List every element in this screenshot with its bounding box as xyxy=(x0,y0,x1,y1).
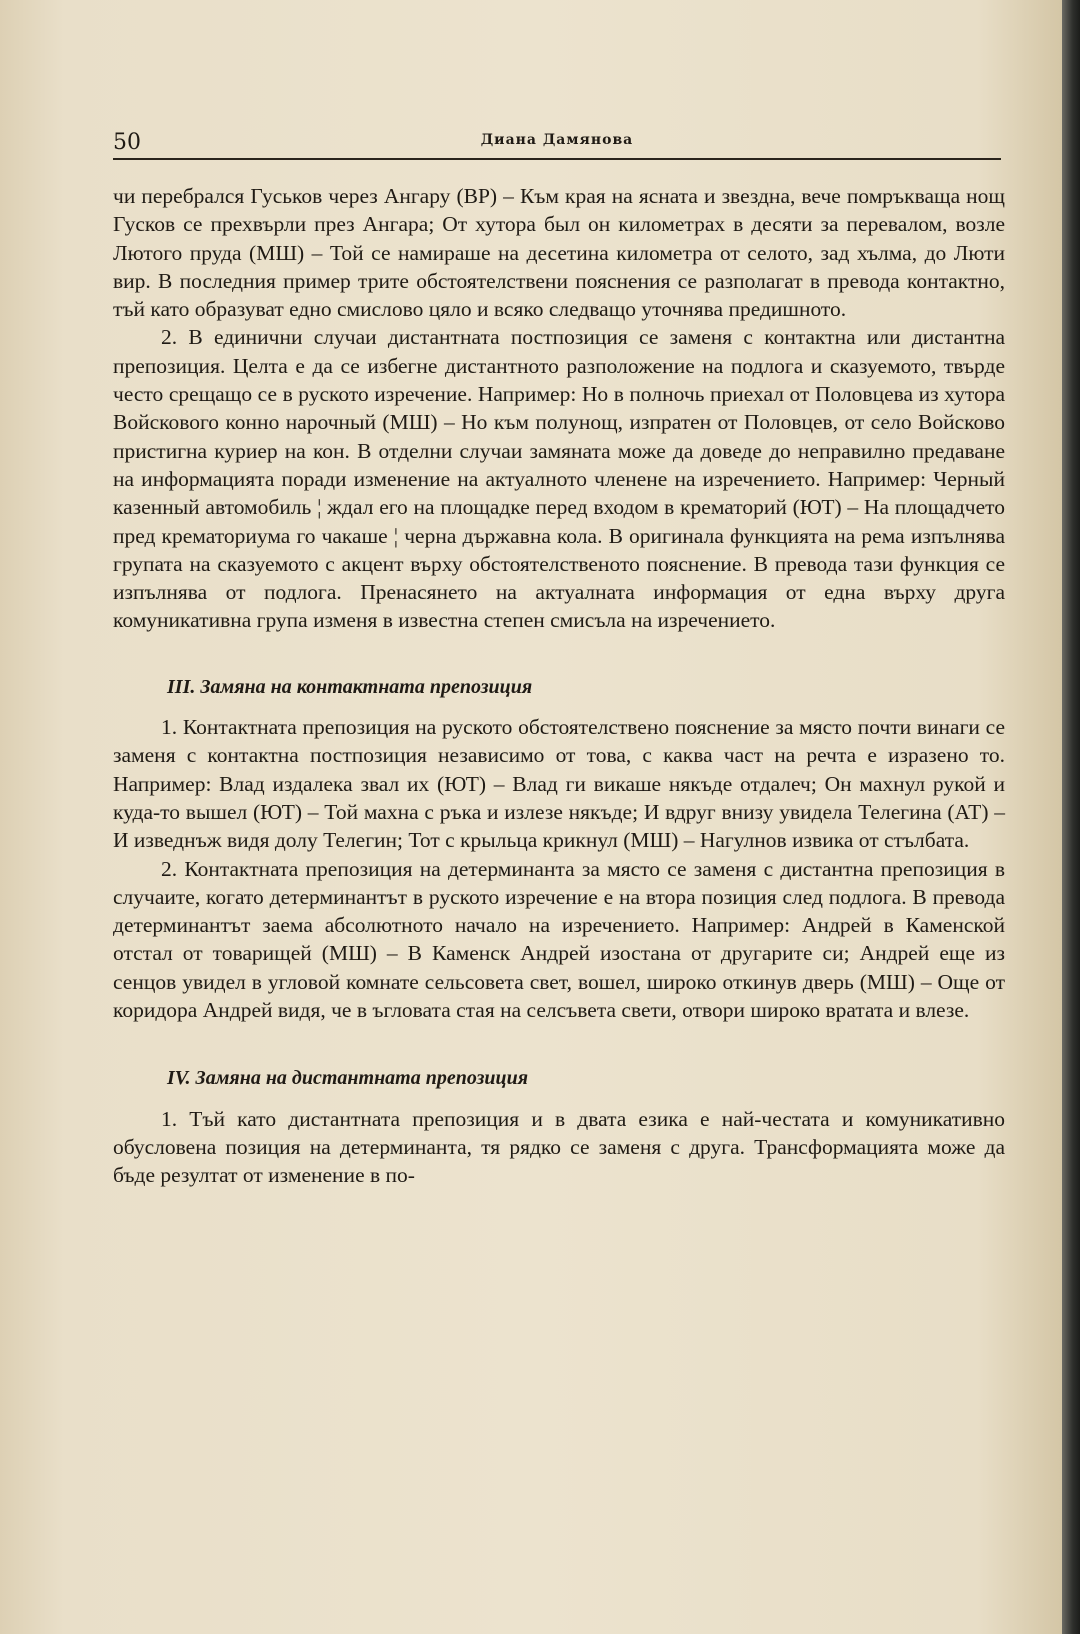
section-heading-3: III. Замяна на контактната препозиция xyxy=(167,675,533,698)
page-edge xyxy=(1062,0,1080,1634)
page-number: 50 xyxy=(113,130,141,155)
running-head: Диана Дамянова xyxy=(480,132,634,148)
body-text xyxy=(113,182,1005,1190)
paragraph-2: 2. В единични случаи дистантната постпозиция се заменя с контактна или дистантна препозиция. Целта е да се избегне дистантното разположение на подлога и сказуемото, твърде често срещащо се в руското изречение. Например: Но в полночь приехал от Половцева из хутора Войскового конно нарочный (МШ) – Но към полунощ, изпратен от Половцев, от село Войсково пристигна куриер на кон. В отделни случаи замяната може да доведе до неправилно предаване на информацията поради изменение на актуалното членене на изречението. Например: Черный казенный автомобиль ¦ ждал его на площадке перед входом в крематорий (ЮТ) – На площадчето пред крематориума го чакаше ¦ черна държавна кола. В оригинала функцията на рема изпълнява групата на сказуемото с акцент върху обстоятелственото пояснение. В превода тази функция се изпълнява от подлога. Пренасянето на актуалната информация от една върху друга комуникативна група изменя в известна степен смисъла на изречението. xyxy=(113,325,1005,633)
paragraph-3: 1. Контактната препозиция на руското обстоятелствено пояснение за място почти винаги се заменя с контактна постпозиция независимо от това, с каква част на речта е изразено то. Например: Влад издалека звал их (ЮТ) – Влад ги викаше някъде отдалеч; Он махнул рукой и куда-то вышел (ЮТ) – Той махна с ръка и излезе някъде; И вдруг внизу увидела Телегина (АТ) – И изведнъж видя долу Телегин; Тот с крыльца крикнул (МШ) – Нагулнов извика от стълбата. xyxy=(113,715,1005,853)
paragraph-1: чи перебрался Гуськов через Ангару (ВР) – Към края на ясната и звездна, вече помръкваща нощ Гусков се прехвърли през Ангара; От хутора был он километрах в десяти за перевалом, возле Лютого пруда (МШ) – Той се намираше на десетина километра от селото, зад хълма, до Люти вир. В последния пример трите обстоятелствени пояснения се разполагат в превода контактно, тъй като образуват едно смислово цяло и всяко следващо уточнява предишното. xyxy=(113,184,1005,322)
page-header xyxy=(113,128,1001,160)
section-heading-4: IV. Замяна на дистантната препозиция xyxy=(167,1067,529,1090)
paragraph-4: 2. Контактната препозиция на детерминанта за място се заменя с дистантна препозиция в случаите, когато детерминантът в руското изречение е на втора позиция след подлога. В превода детерминантът заема абсолютното начало на изречението. Например: Андрей в Каменской отстал от товарищей (МШ) – В Каменск Андрей изостана от другарите си; Андрей еще из сенцов увидел в угловой комнате сельсовета свет, вошел, широко откинув дверь (МШ) – Още от коридора Андрей видя, че в ъгловата стая на селсъвета свети, отвори широко вратата и влезе. xyxy=(113,856,1005,1023)
paragraph-5: 1. Тъй като дистантната препозиция и в двата езика е най-честата и комуникативно обусловена позиция на детерминанта, тя рядко се заменя с друга. Трансформацията може да бъде резултат от изменение в по- xyxy=(113,1106,1005,1188)
